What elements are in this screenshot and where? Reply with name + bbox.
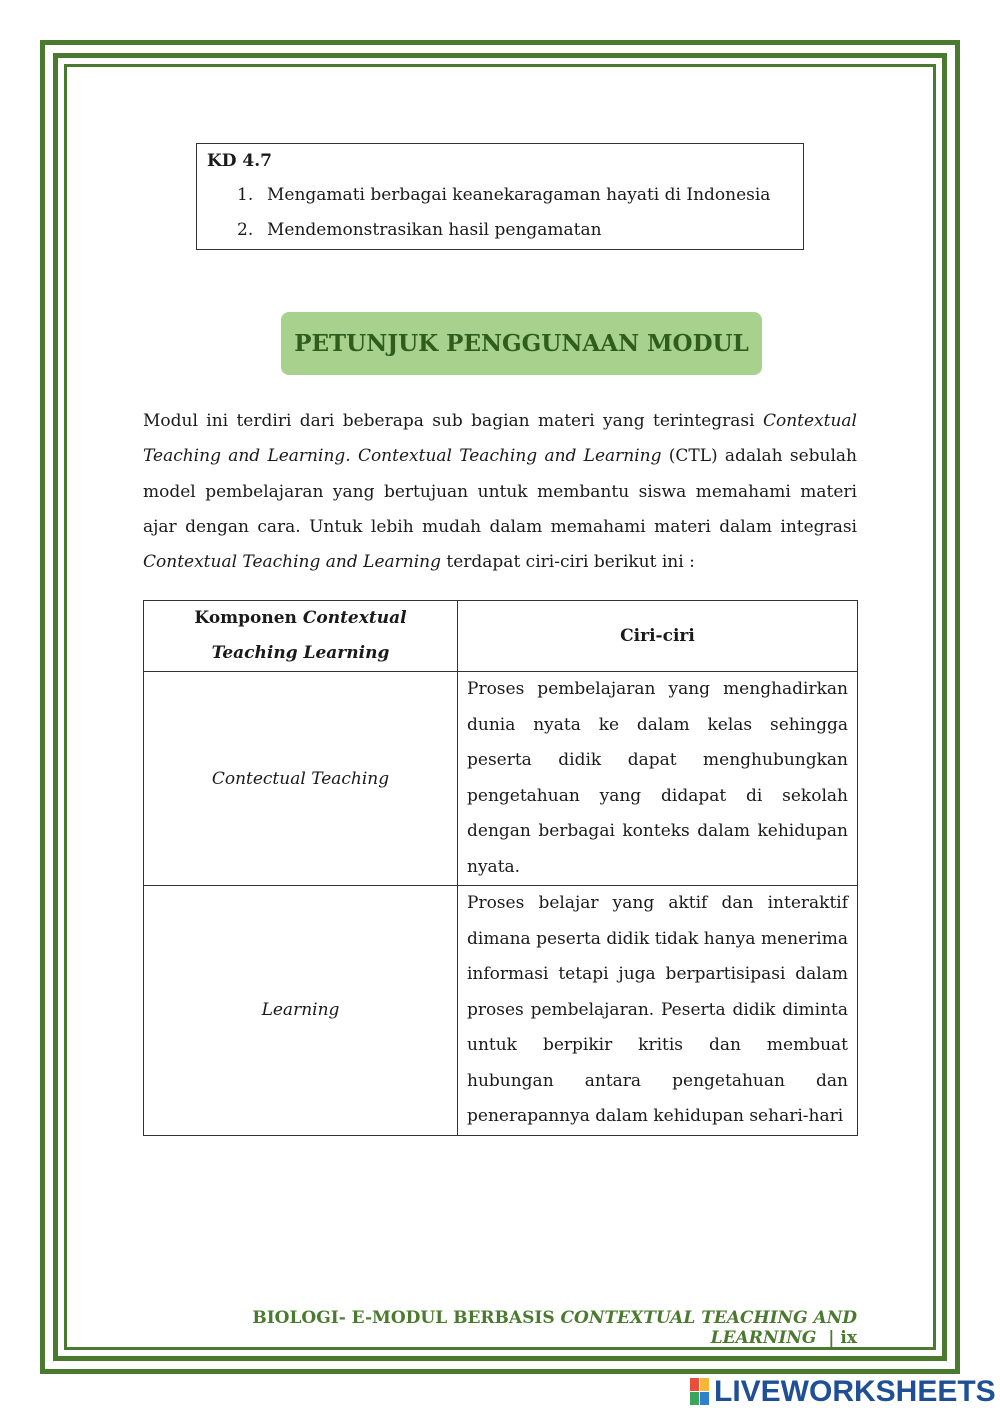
table-row: [144, 886, 858, 1136]
ctl-table: [143, 600, 858, 1136]
row-description: Proses pembelajaran yang menghadirkan dunia nyata ke dalam kelas sehingga peserta didik dapat menghubungkan pengetahuan yang didapat di sekolah dengan berbagai konteks dalam kehidupan nyata.: [458, 672, 858, 886]
liveworksheets-logo-icon: [690, 1378, 710, 1406]
kd-box: [196, 143, 804, 250]
header-component: Komponen Contextual Teaching Learning: [144, 601, 458, 672]
intro-paragraph: Modul ini terdiri dari beberapa sub bagian materi yang terintegrasi Contextual Teaching and Learning. Contextual Teaching and Learning (CTL) adalah sebulah model pembelajaran yang bertujuan untuk membantu siswa memahami materi ajar dengan cara. Untuk lebih mudah dalam memahami materi dalam integrasi Contextual Teaching and Learning terdapat ciri-ciri berikut ini :: [143, 411, 857, 573]
section-banner: PETUNJUK PENGGUNAAN MODUL: [281, 312, 762, 375]
kd-item: 2. Mendemonstrasikan hasil pengamatan: [237, 220, 602, 240]
liveworksheets-text: LIVEWORKSHEETS: [714, 1375, 996, 1408]
table-header-row: [144, 601, 858, 672]
kd-item: 1. Mengamati berbagai keanekaragaman hayati di Indonesia: [237, 185, 771, 205]
page-footer: BIOLOGI- E-MODUL BERBASIS CONTEXTUAL TEACHING AND LEARNING | ix: [252, 1308, 857, 1348]
kd-title: KD 4.7: [207, 151, 273, 171]
liveworksheets-watermark: [690, 1376, 996, 1408]
row-component: Contectual Teaching: [144, 672, 458, 886]
table-row: [144, 672, 858, 886]
row-description: Proses belajar yang aktif dan interaktif dimana peserta didik tidak hanya menerima informasi tetapi juga berpartisipasi dalam proses pembelajaran. Peserta didik diminta untuk berpikir kritis dan membuat hubungan antara pengetahuan dan penerapannya dalam kehidupan sehari-hari: [458, 886, 858, 1136]
header-characteristics: Ciri-ciri: [458, 601, 858, 672]
kd-list: [207, 178, 793, 248]
row-component: Learning: [144, 886, 458, 1136]
